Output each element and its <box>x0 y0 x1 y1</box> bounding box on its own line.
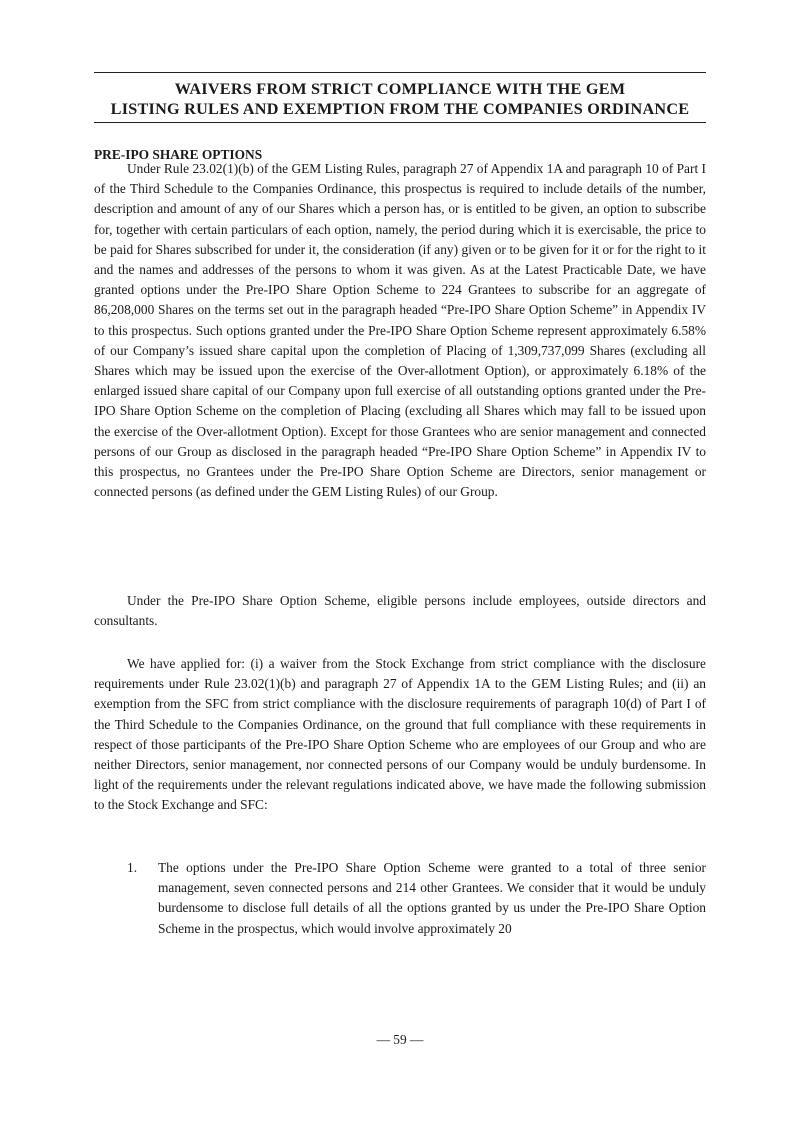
page-number: — 59 — <box>376 1032 424 1047</box>
list-item-text: The options under the Pre-IPO Share Option Scheme were granted to a total of three senior management, seven connected persons and 214 other Grantees. We consider that it would be unduly burdensome to disclose full details of all the options granted by us under the Pre-IPO Share Option Scheme in the prospectus, which would involve approximately 20 <box>158 860 706 936</box>
body-paragraph-1: Under Rule 23.02(1)(b) of the GEM Listing Rules, paragraph 27 of Appendix 1A and paragraph 10 of Part I of the Third Schedule to the Companies Ordinance, this prospectus is required to include details of the number, description and amount of any of our Shares which a person has, or is entitled to be given, an option to subscribe for, together with certain particulars of each option, namely, the period during which it is exercisable, the price to be paid for Shares subscribed for under it, the consideration (if any) given or to be given for it or for the right to it and the names and addresses of the persons to whom it was given. As at the Latest Practicable Date, we have granted options under the Pre-IPO Share Option Scheme to 224 Grantees to subscribe for an aggregate of 86,208,000 Shares on the terms set out in the paragraph headed “Pre-IPO Share Option Scheme” in Appendix IV to this prospectus. Such options granted under the Pre-IPO Share Option Scheme represent approximately 6.58% of our Company’s issued share capital upon the completion of Placing of 1,309,737,099 Shares (excluding all Shares which may be issued upon the exercise of the Over-allotment Option), or approximately 6.18% of the enlarged issued share capital of our Company upon full exercise of all outstanding options granted under the Pre-IPO Share Option Scheme on the completion of Placing (excluding all Shares which may fall to be issued upon the exercise of the Over-allotment Option). Except for those Grantees who are senior management and connected persons of our Group as disclosed in the paragraph headed “Pre-IPO Share Option Scheme” in Appendix IV to this prospectus, no Grantees under the Pre-IPO Share Option Scheme are Directors, senior management or connected persons (as defined under the GEM Listing Rules) of our Group. <box>94 161 706 500</box>
page-header-title <box>94 79 706 119</box>
section-heading: PRE-IPO SHARE OPTIONS <box>94 147 263 162</box>
header-title-line-2: LISTING RULES AND EXEMPTION FROM THE COMPANIES ORDINANCE <box>110 100 690 118</box>
list-item-number: 1. <box>127 860 138 875</box>
body-paragraph-2: Under the Pre-IPO Share Option Scheme, eligible persons include employees, outside directors and consultants. <box>94 593 706 629</box>
header-bottom-rule <box>94 122 706 123</box>
document-page <box>94 0 706 1131</box>
header-title-line-1: WAIVERS FROM STRICT COMPLIANCE WITH THE GEM <box>174 80 626 98</box>
header-top-rule <box>94 72 706 73</box>
body-paragraph-3: We have applied for: (i) a waiver from the Stock Exchange from strict compliance with the disclosure requirements under Rule 23.02(1)(b) and paragraph 27 of Appendix 1A to the GEM Listing Rules; and (ii) an exemption from the SFC from strict compliance with the disclosure requirements of paragraph 10(d) of Part I of the Third Schedule to the Companies Ordinance, on the ground that full compliance with these requirements in respect of those participants of the Pre-IPO Share Option Scheme who are employees of our Group and who are neither Directors, senior management, nor connected persons of our Company would be unduly burdensome. In light of the requirements under the relevant regulations indicated above, we have made the following submission to the Stock Exchange and SFC: <box>94 656 706 813</box>
